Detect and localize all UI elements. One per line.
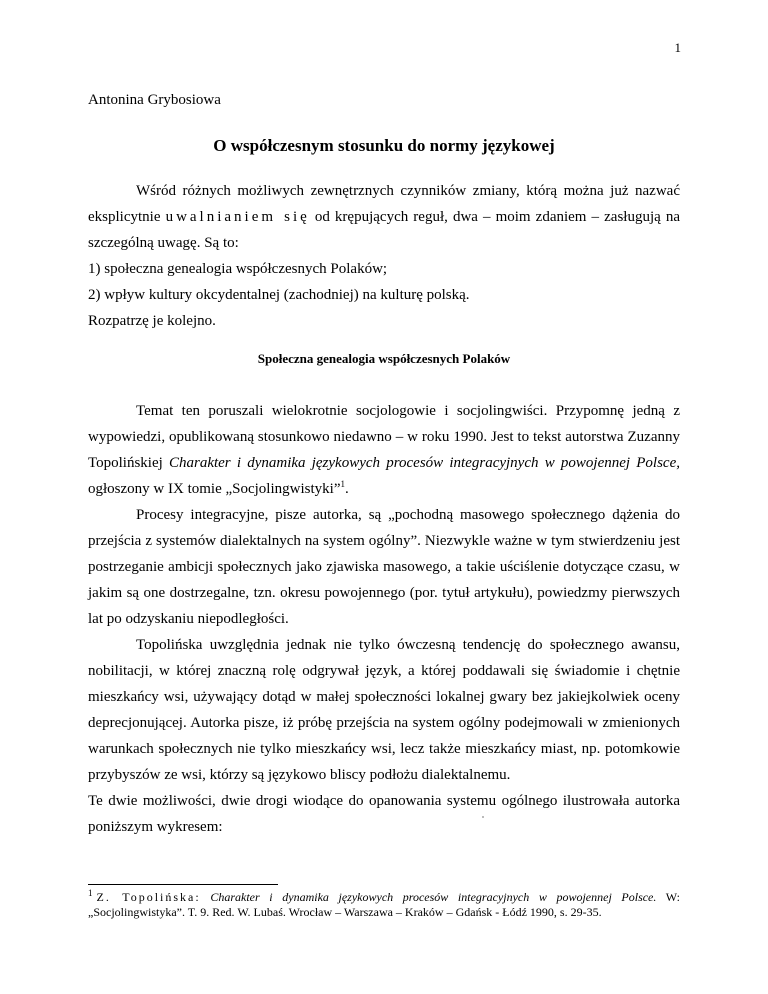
footnote-marker: 1 bbox=[88, 888, 93, 898]
footnote-cited-title: Charakter i dynamika językowych procesów integracyjnych w powojennej Polsce. bbox=[210, 890, 657, 904]
page-number: 1 bbox=[674, 40, 681, 55]
p1-text-start: Temat ten poruszali wielokrotnie socjologowie i socjolingwiści. Przypomnę jedną z wypowiedzi, opublikowaną stosunkowo niedawno – w roku 1990. Jest to tekst autorstwa Zuzanny Topolińskiej bbox=[88, 403, 680, 471]
footnote-citation: W: „Socjolingwistyka”. T. 9. Red. W. Lubaś. Wrocław – Warszawa – Kraków – Gdańsk - Łódź 1990, s. 29-35. bbox=[88, 890, 681, 919]
closing-line: Rozpatrzę je kolejno. bbox=[88, 313, 216, 329]
intro-block bbox=[88, 178, 680, 334]
list-item: 1) społeczna genealogia współczesnych Polaków; bbox=[88, 261, 388, 277]
intro-spaced-term: uwalnianiem się bbox=[165, 209, 310, 225]
paragraph-1 bbox=[88, 398, 680, 502]
footnote bbox=[88, 890, 680, 920]
p1-cited-title: Charakter i dynamika językowych procesów integracyjnych w powojennej Polsce, bbox=[168, 455, 680, 471]
main-text bbox=[88, 398, 680, 840]
article-title: O współczesnym stosunku do normy językowej bbox=[213, 136, 555, 155]
intro-text-start: Wśród różnych możliwych zewnętrznych czynników zmiany, którą można już nazwać eksplicytnie bbox=[88, 183, 680, 225]
list-item: 2) wpływ kultury okcydentalnej (zachodniej) na kulturę polską. bbox=[88, 287, 470, 303]
intro-paragraph bbox=[88, 178, 680, 256]
author-name: Antonina Grybosiowa bbox=[88, 92, 221, 108]
p1-text-end: ogłoszony w IX tomie „Socjolingwistyki” bbox=[88, 481, 341, 497]
scan-artifact-dot bbox=[482, 816, 484, 818]
paragraph-2: Procesy integracyjne, pisze autorka, są „pochodną masowego społecznego dążenia do przejścia z systemów dialektalnych na system ogólny”. Niezwykle ważne w tym stwierdzeniu jest postrzeganie ambicji społecznych jako zjawiska masowego, a takie uściślenie dotyczące czasu, w jakim są one dostrzegalne, tzn. okresu powojennego (por. tytuł artykułu), powiedzmy pierwszych lat po odzyskaniu niepodległości. bbox=[88, 507, 680, 627]
paragraph-4: Te dwie możliwości, dwie drogi wiodące do opanowania systemu ogólnego ilustrowała autorka poniższym wykresem: bbox=[88, 793, 680, 835]
footnote-separator bbox=[88, 884, 278, 885]
section-heading: Społeczna genealogia współczesnych Polaków bbox=[257, 351, 511, 366]
footnote-reference[interactable]: 1 bbox=[340, 479, 345, 489]
paragraph-3: Topolińska uwzględnia jednak nie tylko ówczesną tendencję do społecznego awansu, nobilitacji, w której znaczną rolę odgrywał język, a której poddawali się świadomie i chętnie mieszkańcy wsi, używający dotąd w małej społeczności lokalnej gwary bez jakiejkolwiek oceny deprecjonującej. Autorka pisze, iż próbę przejścia na system ogólny podejmowali w zmienionych warunkach społecznych nie tylko mieszkańcy wsi, lecz także mieszkańcy miast, np. potomkowie przybyszów ze wsi, którzy są językowo bliscy podłożu dialektalnemu. bbox=[88, 637, 680, 783]
p1-period: . bbox=[344, 481, 349, 497]
intro-text-end: od krępujących reguł, dwa – moim zdaniem – zasługują na szczególną uwagę. Są to: bbox=[88, 209, 681, 251]
footnote-author: Z. Topolińska: bbox=[96, 890, 201, 904]
